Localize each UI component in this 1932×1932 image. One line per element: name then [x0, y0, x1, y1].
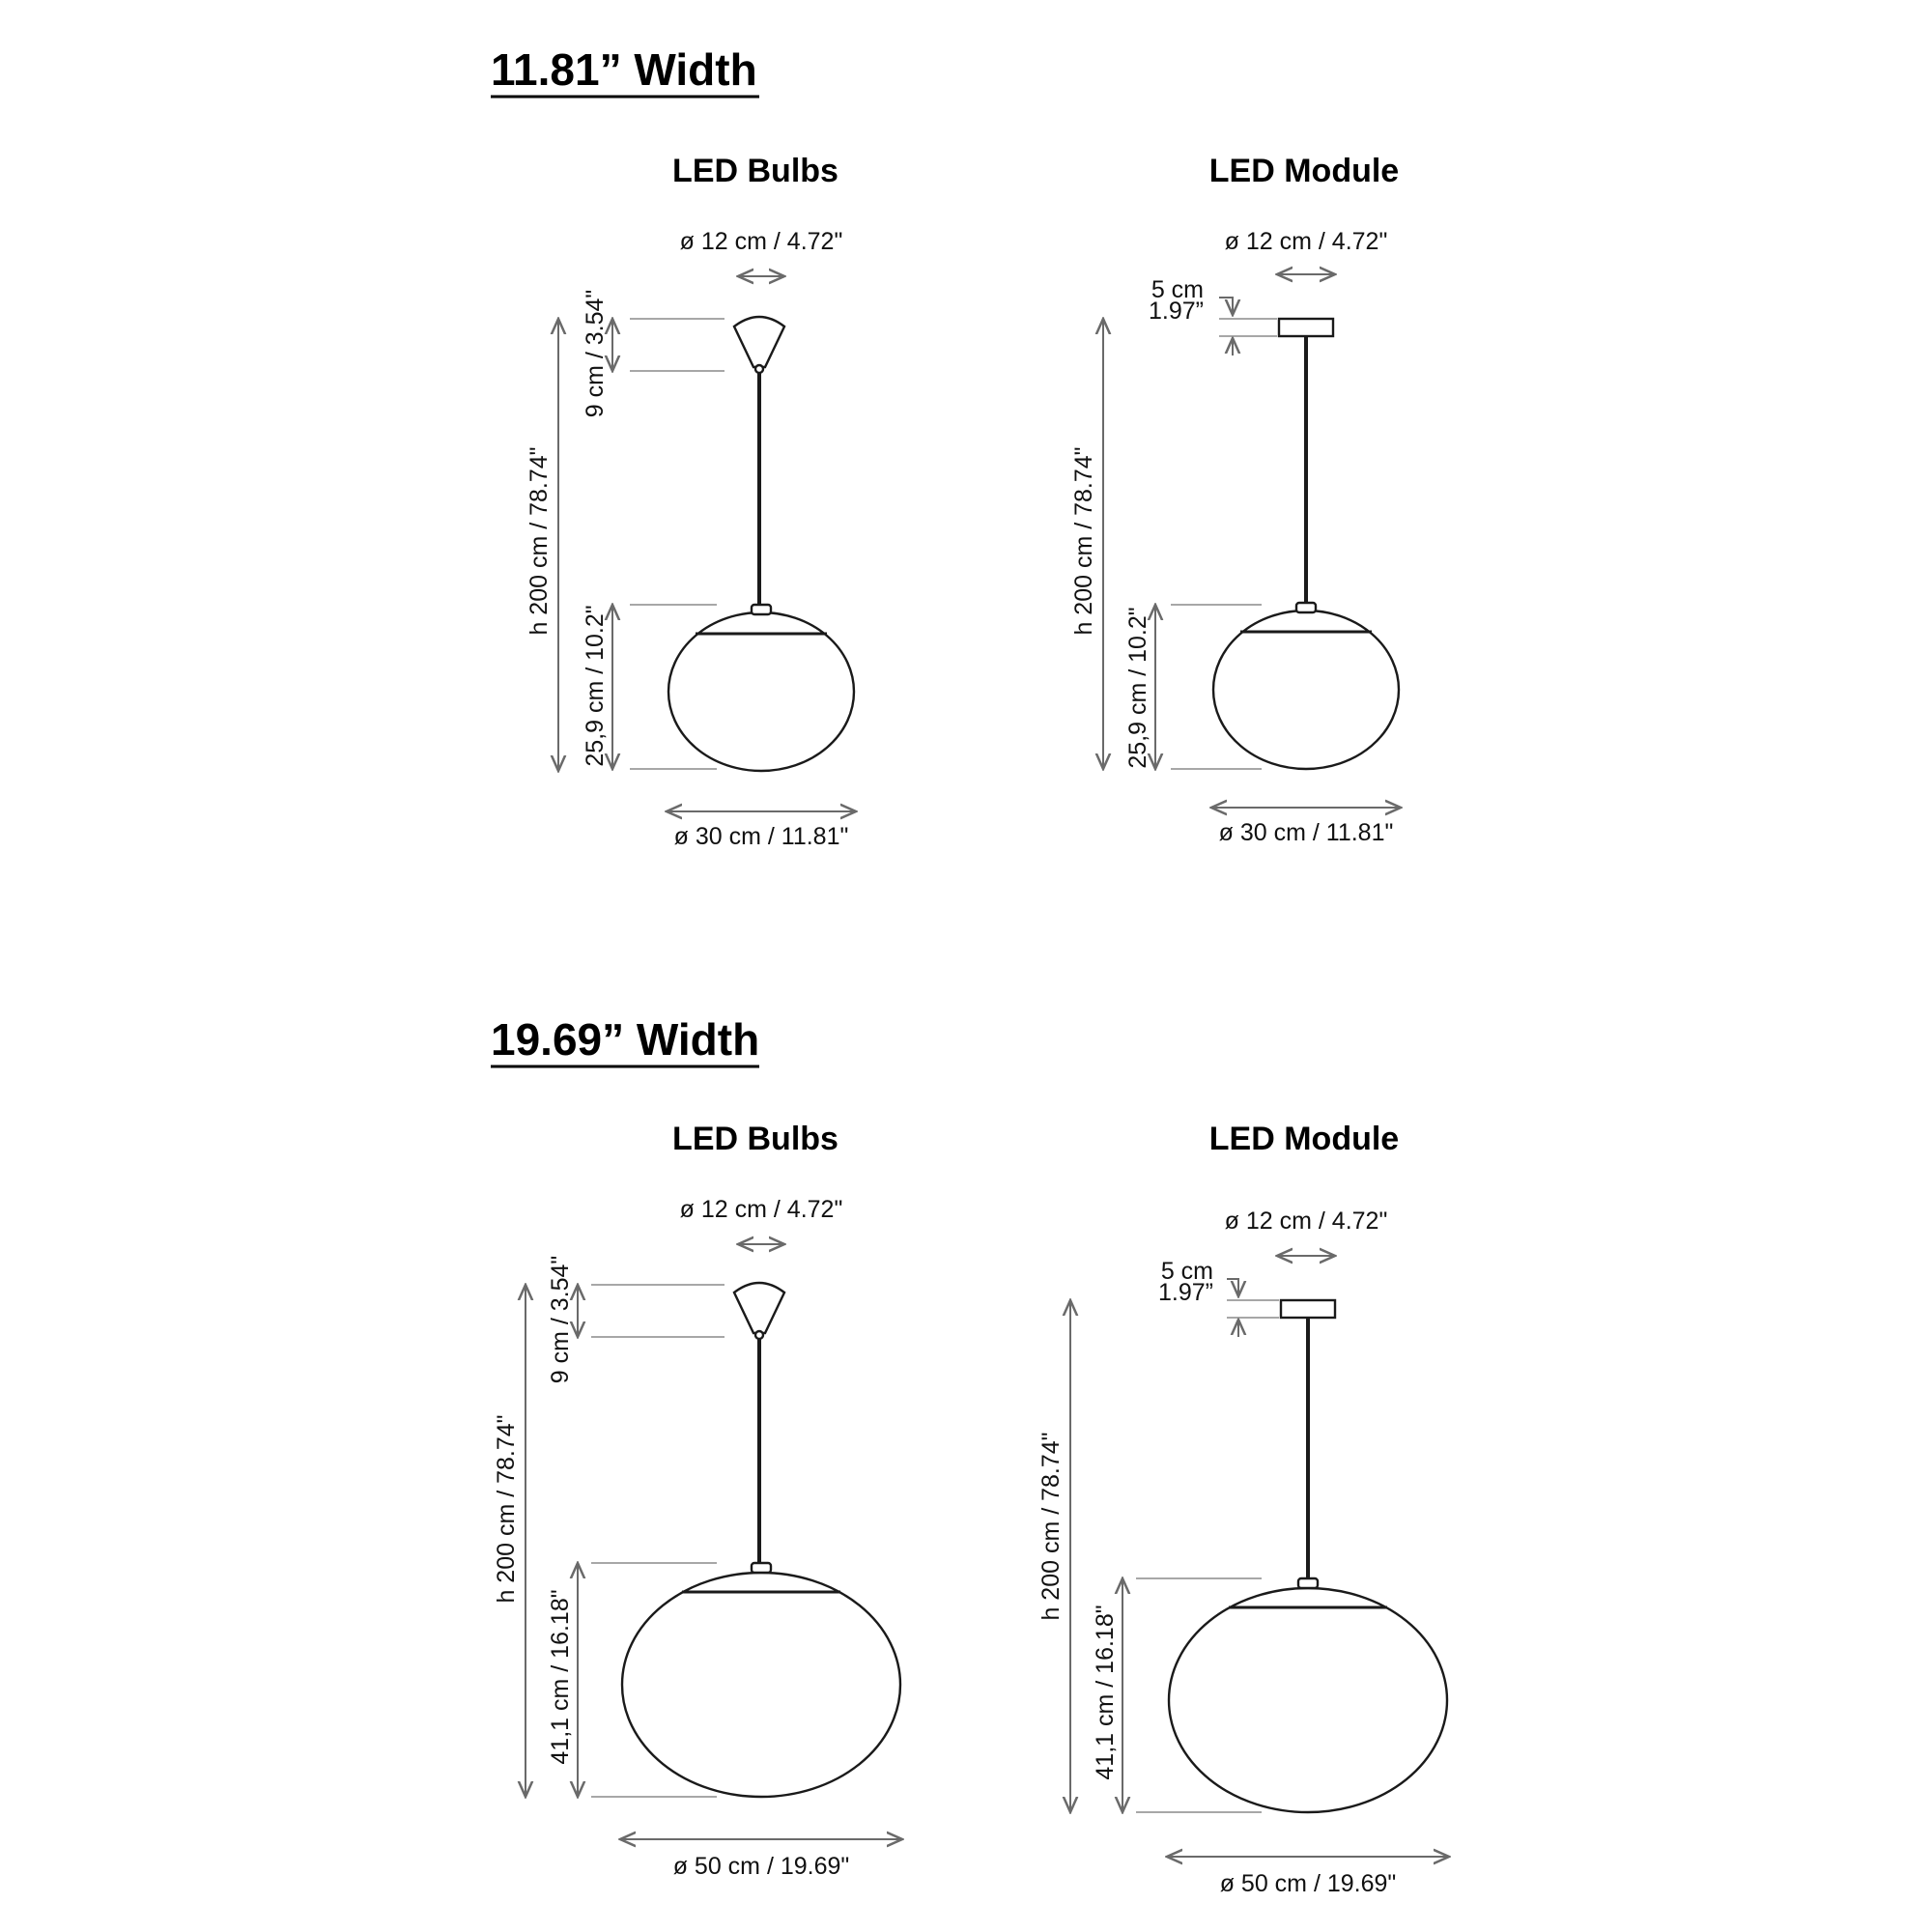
- variant-title: LED Module: [1208, 1121, 1400, 1157]
- canopy-height-arrow: [1219, 298, 1233, 315]
- shade-diameter-label: ø 50 cm / 19.69": [1219, 1870, 1397, 1897]
- canopy-diameter-label: ø 12 cm / 4.72": [1224, 1208, 1388, 1235]
- bulbs-drawing: [493, 1121, 902, 1880]
- variant-title: LED Bulbs: [672, 153, 838, 189]
- shade-cap: [1296, 603, 1316, 612]
- canopy-height-label: 5 cm: [1160, 1258, 1213, 1285]
- module-drawing: [1037, 1121, 1449, 1897]
- canopy-diameter-label: ø 12 cm / 4.72": [679, 228, 843, 255]
- section-title: 19.69” Width: [491, 1014, 760, 1065]
- canopy-plate: [1279, 319, 1333, 336]
- shade-diameter-label: ø 30 cm / 11.81": [673, 823, 849, 850]
- shade-diameter-label: ø 30 cm / 11.81": [1218, 819, 1394, 846]
- globe-shade: [1213, 611, 1399, 769]
- canopy-height-arrow: [1227, 1279, 1238, 1296]
- canopy-height-label: 5 cm: [1151, 276, 1204, 303]
- total-height-label: h 200 cm / 78.74": [1037, 1432, 1065, 1621]
- canopy-diameter-label: ø 12 cm / 4.72": [679, 1196, 843, 1223]
- globe-shade: [668, 612, 854, 771]
- canopy-diameter-label: ø 12 cm / 4.72": [1224, 228, 1388, 255]
- section-title: 11.81” Width: [491, 44, 757, 95]
- total-height-label: h 200 cm / 78.74": [526, 446, 553, 636]
- shade-height-label: 41,1 cm / 16.18": [547, 1589, 574, 1765]
- section-small: [491, 44, 1401, 850]
- shade-cap: [1298, 1578, 1318, 1588]
- shade-height-label: 25,9 cm / 10.2": [582, 605, 609, 767]
- shade-diameter-label: ø 50 cm / 19.69": [672, 1853, 850, 1880]
- canopy-knob: [755, 1331, 763, 1339]
- shade-cap: [752, 605, 771, 614]
- section-large: [491, 1014, 1449, 1897]
- globe-shade: [622, 1573, 900, 1797]
- variant-title: LED Bulbs: [672, 1121, 838, 1157]
- total-height-label: h 200 cm / 78.74": [493, 1414, 520, 1604]
- module-drawing: [1070, 153, 1401, 846]
- total-height-label: h 200 cm / 78.74": [1070, 446, 1097, 636]
- bulbs-drawing: [526, 153, 856, 850]
- canopy-plate: [1281, 1300, 1335, 1318]
- shade-height-label: 41,1 cm / 16.18": [1092, 1605, 1119, 1780]
- canopy-height-label: 9 cm / 3.54": [547, 1255, 574, 1384]
- canopy-cone: [734, 1283, 784, 1333]
- globe-shade: [1169, 1588, 1447, 1812]
- shade-height-label: 25,9 cm / 10.2": [1124, 607, 1151, 769]
- variant-title: LED Module: [1208, 153, 1400, 189]
- canopy-height-label: 1.97”: [1149, 298, 1204, 325]
- canopy-height-label: 9 cm / 3.54": [582, 289, 609, 418]
- canopy-cone: [734, 317, 784, 367]
- canopy-height-label: 1.97”: [1158, 1279, 1213, 1306]
- canopy-knob: [755, 365, 763, 373]
- shade-cap: [752, 1563, 771, 1573]
